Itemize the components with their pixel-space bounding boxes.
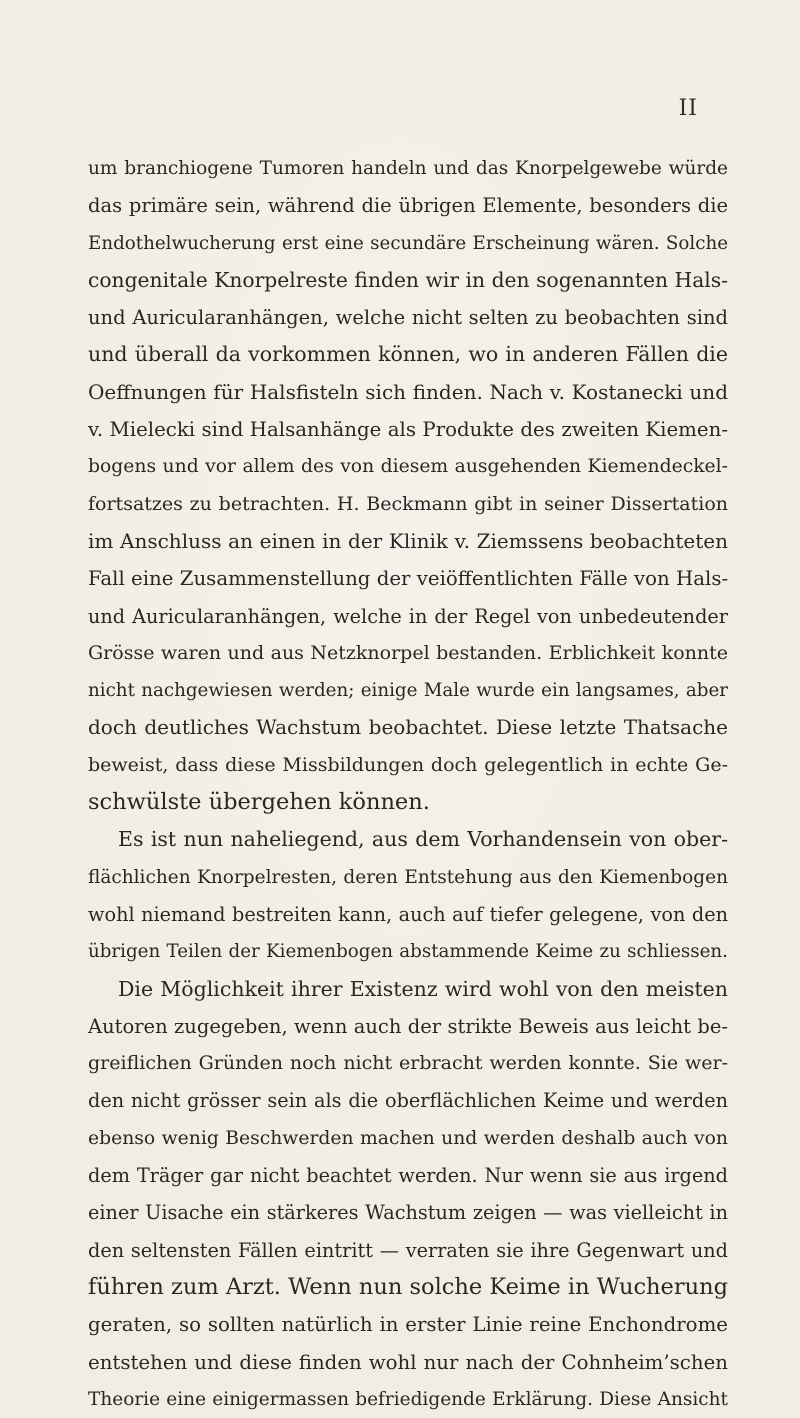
text-line: den nicht grösser sein als die oberflächlichen Keime und werden — [88, 1089, 728, 1113]
text-line: und Auricularanhängen, welche in der Regel von unbedeutender — [88, 604, 728, 628]
text-line: um branchiogene Tumoren handeln und das Knorpelgewebe würde — [88, 158, 728, 179]
text-line: entstehen und diese finden wohl nur nach der Cohnheim’schen — [88, 1350, 728, 1374]
text-line: ebenso wenig Beschwerden machen und werden deshalb auch von — [88, 1127, 728, 1149]
text-line: führen zum Arzt. Wenn nun solche Keime in Wucherung — [88, 1273, 728, 1300]
text-line: und überall da vorkommen können, wo in anderen Fällen die — [88, 342, 728, 367]
text-line: v. Mielecki sind Halsanhänge als Produkte des zweiten Kiemen- — [88, 418, 728, 442]
text-line: congenitale Knorpelreste finden wir in den sogenannten Hals- — [88, 267, 728, 292]
text-line: Grösse waren und aus Netzknorpel bestanden. Erblichkeit konnte — [88, 641, 728, 664]
text-line: fortsatzes zu betrachten. H. Beckmann gibt in seiner Dissertation — [88, 492, 728, 515]
text-line: doch deutliches Wachstum beobachtet. Diese letzte Thatsache — [88, 715, 728, 740]
text-line: Endothelwucherung erst eine secundäre Erscheinung wären. Solche — [88, 232, 728, 254]
text-line: im Anschluss an einen in der Klinik v. Ziemssens beobachteten — [88, 528, 728, 553]
text-line: geraten, so sollten natürlich in erster Linie reine Enchondrome — [88, 1313, 728, 1337]
text-line: greiflichen Gründen noch nicht erbracht werden konnte. Sie wer- — [88, 1052, 728, 1075]
text-line: Es ist nun naheliegend, aus dem Vorhandensein von ober- — [118, 827, 728, 852]
text-line: beweist, dass diese Missbildungen doch gelegentlich in echte Ge- — [88, 753, 728, 776]
text-line: Fall eine Zusammenstellung der veiöffentlichten Fälle von Hals- — [88, 567, 729, 591]
text-line: übrigen Teilen der Kiemenbogen abstammende Keime zu schliessen. — [88, 941, 728, 963]
text-line: bogens und vor allem des von diesem ausgehenden Kiemendeckel- — [88, 456, 728, 478]
text-line: schwülste übergehen können. — [88, 789, 430, 816]
body-text — [88, 150, 728, 1418]
text-line: Die Möglichkeit ihrer Existenz wird wohl von den meisten — [118, 976, 728, 1001]
text-line: nicht nachgewiesen werden; einige Male wurde ein langsames, aber — [88, 680, 728, 702]
page-number: II — [678, 96, 698, 121]
text-line: Oeffnungen für Halsfisteln sich finden. Nach v. Kostanecki und — [88, 379, 728, 404]
text-line: und Auricularanhängen, welche nicht selten zu beobachten sind — [88, 306, 728, 330]
text-line: Theorie eine einigermassen befriedigende Erklärung. Diese Ansicht — [88, 1388, 728, 1410]
text-line: flächlichen Knorpelresten, deren Entstehung aus den Kiemenbogen — [88, 866, 728, 888]
text-line: Autoren zugegeben, wenn auch der strikte Beweis aus leicht be- — [88, 1014, 728, 1038]
text-line: einer Uisache ein stärkeres Wachstum zeigen — was vielleicht in — [88, 1201, 728, 1225]
text-line: wohl niemand bestreiten kann, auch auf tiefer gelegene, von den — [88, 902, 728, 926]
text-line: dem Träger gar nicht beachtet werden. Nur wenn sie aus irgend — [88, 1164, 728, 1188]
text-line: das primäre sein, während die übrigen Elemente, besonders die — [88, 194, 728, 218]
text-line: den seltensten Fällen eintritt — verraten sie ihre Gegenwart und — [88, 1238, 728, 1262]
